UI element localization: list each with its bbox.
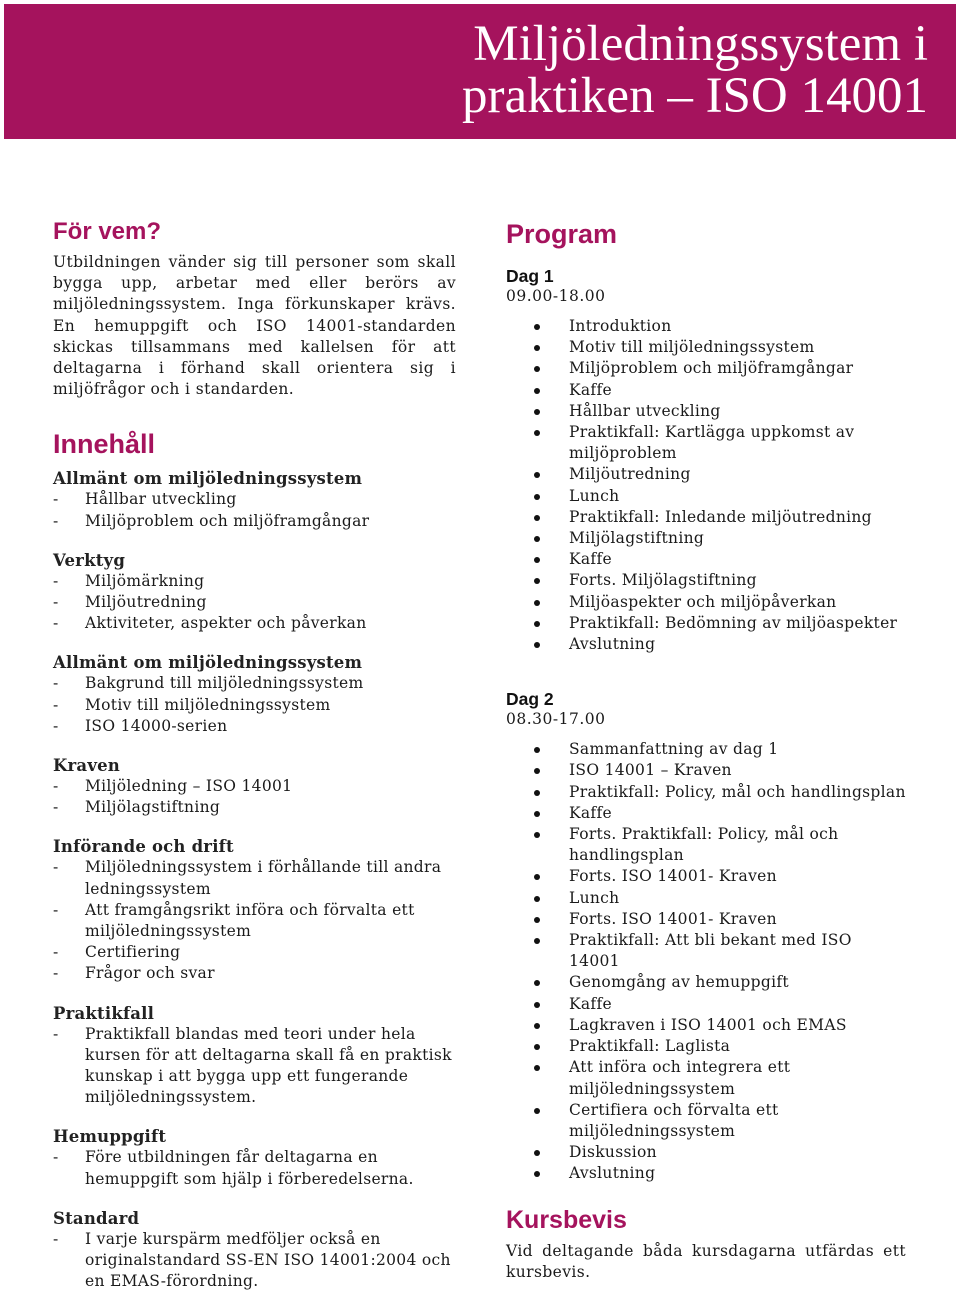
bullet-icon — [534, 917, 540, 923]
innehall-subheading: Standard — [53, 1208, 140, 1228]
bullet-icon — [534, 1108, 540, 1114]
program-item — [506, 930, 906, 972]
bullet-icon — [534, 1171, 540, 1177]
program-list — [506, 739, 906, 1184]
dash-marker: - — [53, 777, 59, 796]
program-item-text: Forts. ISO 14001- Kraven — [569, 867, 777, 886]
kursbevis-text: Vid deltagande båda kursdagarna utfärdas ett kursbevis. — [506, 1241, 906, 1281]
program-item-text: Praktikfall: Policy, mål och handlingsplan — [569, 782, 906, 801]
left-column — [53, 218, 456, 1293]
list-item-text: Miljömärkning — [85, 571, 205, 590]
list-item — [53, 716, 456, 737]
program-item — [506, 1015, 906, 1036]
list-item-text: ISO 14000-serien — [85, 716, 228, 735]
bullet-icon — [534, 388, 540, 394]
bullet-icon — [534, 472, 540, 478]
program-item — [506, 613, 906, 634]
program-item-text: Lunch — [569, 888, 620, 907]
bullet-icon — [534, 747, 540, 753]
bullet-icon — [534, 409, 540, 415]
program-item-text: Praktikfall: Inledande miljöutredning — [569, 507, 872, 526]
for-vem-heading: För vem? — [53, 218, 162, 245]
list-item — [53, 613, 456, 634]
bullet-icon — [534, 896, 540, 902]
list-item — [53, 673, 456, 694]
program-item-text: Motiv till miljöledningssystem — [569, 338, 815, 357]
list-item — [53, 963, 456, 984]
program-item-text: Praktikfall: Laglista — [569, 1037, 731, 1056]
dash-marker: - — [53, 964, 59, 983]
program-item-text: Miljöutredning — [569, 465, 691, 484]
program-item — [506, 760, 906, 781]
program-item — [506, 1100, 906, 1142]
program-item — [506, 739, 906, 760]
program-item — [506, 824, 906, 866]
program-item — [506, 994, 906, 1015]
innehall-subheading: Praktikfall — [53, 1003, 155, 1023]
day-title: Dag 1 — [506, 266, 554, 286]
innehall-subheading: Hemuppgift — [53, 1127, 167, 1147]
innehall-list — [53, 1024, 456, 1109]
program-item — [506, 1057, 906, 1099]
innehall-list — [53, 1147, 456, 1189]
program-item-text: Praktikfall: Att bli bekant med ISO 14001 — [569, 931, 852, 971]
bullet-icon — [534, 494, 540, 500]
bullet-icon — [534, 621, 540, 627]
dash-marker: - — [53, 1024, 59, 1043]
for-vem-text: Utbildningen vänder sig till personer som skall bygga upp, arbetar med eller berörs av miljöledningssystem. Inga förkunskaper krävs. En hemuppgift och ISO 14001-standarden skickas tillsammans med kallelsen för att deltagarna i förhand skall orientera sig i miljöfrågor och i standarden. — [53, 253, 456, 399]
list-item-text: Miljöledning – ISO 14001 — [85, 777, 293, 796]
bullet-icon — [534, 600, 540, 606]
innehall-group — [53, 836, 456, 984]
innehall-group — [53, 468, 456, 531]
title-line-1: Miljöledningssystem i — [473, 16, 928, 72]
innehall-group — [53, 1126, 456, 1189]
day-time: 09.00-18.00 — [506, 287, 606, 305]
program-item-text: Lunch — [569, 486, 620, 505]
program-item-text: Kaffe — [569, 994, 612, 1013]
program-item-text: Forts. Miljölagstiftning — [569, 571, 757, 590]
program-item-text: Hållbar utveckling — [569, 401, 721, 420]
bullet-icon — [534, 811, 540, 817]
list-item-text: Miljöledningssystem i förhållande till andra ledningssystem — [85, 858, 442, 898]
bullet-icon — [534, 430, 540, 436]
innehall-subheading: Allmänt om miljöledningssystem — [53, 469, 363, 489]
program-item-text: Forts. Praktikfall: Policy, mål och handlingsplan — [569, 825, 839, 865]
program-item-text: Miljölagstiftning — [569, 529, 705, 548]
bullet-icon — [534, 578, 540, 584]
title-banner — [4, 4, 956, 139]
dash-marker: - — [53, 571, 59, 590]
bullet-icon — [534, 345, 540, 351]
list-item-text: Miljöutredning — [85, 593, 207, 612]
program-item — [506, 464, 906, 485]
list-item — [53, 1229, 456, 1293]
program-list — [506, 316, 906, 655]
program-item-text: Sammanfattning av dag 1 — [569, 740, 779, 759]
bullet-icon — [534, 832, 540, 838]
list-item-text: I varje kurspärm medföljer också en originalstandard SS-EN ISO 14001:2004 och en EMAS-förordning. — [85, 1229, 451, 1291]
program-item-text: Kaffe — [569, 380, 612, 399]
program-item — [506, 1142, 906, 1163]
program-item — [506, 634, 906, 655]
bullet-icon — [534, 366, 540, 372]
list-item-text: Frågor och svar — [85, 964, 215, 983]
program-item-text: Lagkraven i ISO 14001 och EMAS — [569, 1015, 847, 1034]
bullet-icon — [534, 557, 540, 563]
innehall-subheading: Införande och drift — [53, 837, 234, 857]
bullet-icon — [534, 1002, 540, 1008]
list-item — [53, 857, 456, 899]
list-item — [53, 1024, 456, 1109]
program-item — [506, 358, 906, 379]
program-item-text: Praktikfall: Kartlägga uppkomst av miljöproblem — [569, 423, 855, 463]
innehall-group — [53, 550, 456, 635]
title-line-2: praktiken – ISO 14001 — [461, 68, 928, 124]
program-days — [506, 266, 906, 1185]
program-item — [506, 422, 906, 464]
list-item — [53, 1147, 456, 1189]
bullet-icon — [534, 874, 540, 880]
dash-marker: - — [53, 490, 59, 509]
program-item-text: Kaffe — [569, 803, 612, 822]
innehall-list — [53, 1229, 456, 1293]
innehall-list — [53, 776, 456, 818]
program-item — [506, 337, 906, 358]
program-item — [506, 401, 906, 422]
dash-marker: - — [53, 798, 59, 817]
innehall-heading: Innehåll — [53, 429, 156, 460]
list-item — [53, 489, 456, 510]
program-item-text: Genomgång av hemuppgift — [569, 973, 789, 992]
program-item — [506, 592, 906, 613]
page-title — [462, 18, 928, 122]
bullet-icon — [534, 1150, 540, 1156]
dash-marker: - — [53, 943, 59, 962]
bullet-icon — [534, 515, 540, 521]
program-item — [506, 909, 906, 930]
bullet-icon — [534, 1023, 540, 1029]
dash-marker: - — [53, 900, 59, 919]
list-item — [53, 695, 456, 716]
program-item — [506, 888, 906, 909]
innehall-group — [53, 1208, 456, 1293]
bullet-icon — [534, 642, 540, 648]
program-heading: Program — [506, 219, 618, 249]
right-column — [506, 218, 906, 1283]
program-item — [506, 486, 906, 507]
program-item — [506, 1036, 906, 1057]
list-item — [53, 900, 456, 942]
innehall-subheading: Allmänt om miljöledningssystem — [53, 653, 363, 673]
innehall-list — [53, 857, 456, 984]
list-item-text: Motiv till miljöledningssystem — [85, 695, 331, 714]
program-item-text: Forts. ISO 14001- Kraven — [569, 909, 777, 928]
list-item — [53, 797, 456, 818]
list-item-text: Bakgrund till miljöledningssystem — [85, 674, 364, 693]
program-item-text: Introduktion — [569, 317, 672, 335]
program-item — [506, 570, 906, 591]
innehall-groups — [53, 468, 456, 1292]
list-item-text: Aktiviteter, aspekter och påverkan — [85, 614, 367, 633]
list-item-text: Miljöproblem och miljöframgångar — [85, 511, 370, 530]
dash-marker: - — [53, 614, 59, 633]
dash-marker: - — [53, 858, 59, 877]
day-time: 08.30-17.00 — [506, 710, 606, 729]
program-item-text: Praktikfall: Bedömning av miljöaspekter — [569, 613, 898, 632]
kursbevis-heading: Kursbevis — [506, 1205, 627, 1234]
list-item-text: Att framgångsrikt införa och förvalta ett miljöledningssystem — [85, 900, 415, 941]
program-item-text: Miljöaspekter och miljöpåverkan — [569, 592, 837, 611]
program-item-text: Certifiera och förvalta ett miljöledningssystem — [569, 1100, 779, 1140]
program-item-text: Diskussion — [569, 1143, 657, 1162]
list-item — [53, 942, 456, 963]
list-item-text: Hållbar utveckling — [85, 490, 237, 509]
innehall-list — [53, 571, 456, 635]
dash-marker: - — [53, 593, 59, 612]
bullet-icon — [534, 938, 540, 944]
dash-marker: - — [53, 716, 59, 735]
list-item — [53, 511, 456, 532]
dash-marker: - — [53, 674, 59, 693]
dash-marker: - — [53, 1148, 59, 1167]
program-item — [506, 549, 906, 570]
program-item — [506, 866, 906, 887]
innehall-subheading: Kraven — [53, 756, 121, 776]
program-item-text: Att införa och integrera ett miljöledningssystem — [569, 1058, 791, 1098]
program-item — [506, 803, 906, 824]
program-item-text: Miljöproblem och miljöframgångar — [569, 359, 854, 378]
program-item-text: ISO 14001 – Kraven — [569, 761, 732, 780]
program-item — [506, 972, 906, 993]
innehall-list — [53, 489, 456, 531]
program-item-text: Avslutning — [569, 1164, 656, 1183]
program-item-text: Kaffe — [569, 550, 612, 569]
list-item — [53, 592, 456, 613]
list-item — [53, 571, 456, 592]
bullet-icon — [534, 536, 540, 542]
day-title: Dag 2 — [506, 689, 554, 710]
bullet-icon — [534, 324, 540, 330]
bullet-icon — [534, 1065, 540, 1071]
program-item — [506, 316, 906, 337]
program-item — [506, 782, 906, 803]
program-item — [506, 528, 906, 549]
list-item-text: Miljölagstiftning — [85, 798, 221, 817]
program-item — [506, 380, 906, 401]
bullet-icon — [534, 980, 540, 986]
list-item-text: Praktikfall blandas med teori under hela kursen för att deltagarna skall få en praktisk kunskap i att bygga upp ett fungerande miljöledningssystem. — [85, 1024, 452, 1107]
list-item — [53, 776, 456, 797]
dash-marker: - — [53, 1229, 59, 1248]
bullet-icon — [534, 768, 540, 774]
innehall-group — [53, 755, 456, 818]
program-item — [506, 1163, 906, 1184]
dash-marker: - — [53, 511, 59, 530]
innehall-list — [53, 673, 456, 737]
bullet-icon — [534, 790, 540, 796]
innehall-subheading: Verktyg — [53, 550, 126, 570]
innehall-group — [53, 1003, 456, 1109]
program-item — [506, 507, 906, 528]
program-item-text: Avslutning — [569, 635, 656, 654]
list-item-text: Certifiering — [85, 943, 181, 962]
dash-marker: - — [53, 695, 59, 714]
innehall-group — [53, 652, 456, 737]
bullet-icon — [534, 1044, 540, 1050]
list-item-text: Före utbildningen får deltagarna en hemuppgift som hjälp i förberedelserna. — [85, 1148, 414, 1188]
